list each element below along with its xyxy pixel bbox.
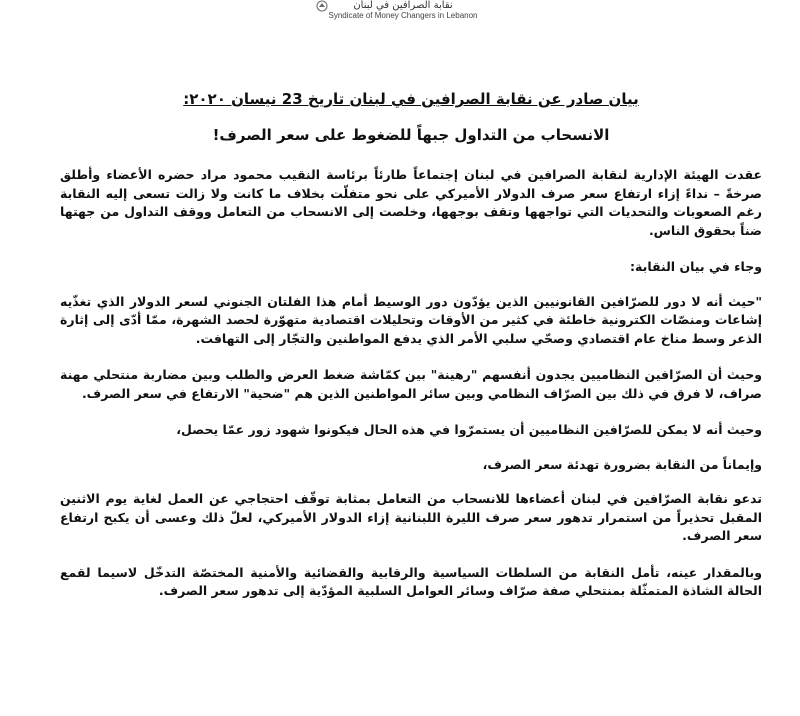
paragraph-intro: عقدت الهيئة الإدارية لنقابة الصرافين في لبنان إجتماعاً طارئاً برئاسة النقيب محمود مراد حضره الأعضاء وأطلق صرخةً – نداءً إزاء ارتفاع سعر صرف الدولار الأميركي على نحو متفلّت بخلاف ما كانت ولا زالت تسعى إليه النقابة رغم الصعوبات والتحديات التي تواجهها وتقف بوجهها، وخلصت إلى الانسحاب من التعامل ووقف التداول من جهتها ضناً بحقوق الناس.	[60, 167, 762, 238]
logo-arabic-text: نقابة الصرافين في لبنان	[353, 0, 453, 11]
paragraph-whereas-3: وحيث أنه لا يمكن للصرّافين النظاميين أن يستمرّوا في هذه الحال فيكونوا شهود زور عمّا يحصل،	[176, 422, 762, 437]
paragraph-call: تدعو نقابة الصرّافين في لبنان أعضاءها للانسحاب من التعامل بمثابة توقّف احتجاجي عن العمل لغاية يوم الاثنين المقبل تحذيراً من استمرار تدهور سعر صرف الليرة اللبنانية إزاء الدولار الأميركي، لعلّ ذلك وعسى أن يكبح ارتفاع سعر الصرف.	[60, 491, 762, 543]
paragraph-whereas-1: "حيث أنه لا دور للصرّافين القانونيين الذين يؤدّون دور الوسيط أمام هذا الفلتان الجنوني لسعر الدولار الذي تغذّيه إشاعات ومنصّات الكترونية خاطئة في كثير من الأوقات وتحليلات اقتصادية متهوّرة لحصد الشهرة، ممّا أدّى إلى إثارة الذعر وسط مناخ عام اقتصادي وصحّي سلبي الأمر الذي يدفع المواطنين والتجّار إلى التهافت.	[60, 293, 762, 346]
statement-title: بيان صادر عن نقابة الصرافين في لبنان تاريخ 23 نيسان ٢٠٢٠:	[183, 90, 639, 108]
paragraph-whereas-2: وحيث أن الصرّافين النظاميين يجدون أنفسهم "رهينة" بين كمّاشة ضغط العرض والطلب وبين مضاربة منتحلي مهنة صراف، لا فرق في ذلك بين الصرّاف النظامي وبين سائر المواطنين الذين هم "ضحية" الارتفاع في سعر الصرف.	[60, 367, 762, 401]
paragraph-belief: وإيماناً من النقابة بضرورة تهدئة سعر الصرف،	[482, 456, 762, 472]
paragraph-lead: وجاء في بيان النقابة:	[630, 259, 762, 274]
logo-english-text: Syndicate of Money Changers in Lebanon	[328, 11, 478, 20]
letterhead	[0, 0, 800, 28]
statement-body	[60, 88, 762, 619]
syndicate-logo	[308, 0, 498, 26]
paragraph-hope: وبالمقدار عينه، تأمل النقابة من السلطات السياسية والرقابية والقضائية والأمنية المختصّة التدخّل لاسيما لقمع الحالة الشاذة المتمثّلة بمنتحلي صفة صرّاف وسائر العوامل السلبية المؤدّية إلى تدهور سعر الصرف.	[60, 564, 762, 598]
statement-subtitle: الانسحاب من التداول جبهاً للضغوط على سعر الصرف!	[212, 126, 610, 144]
